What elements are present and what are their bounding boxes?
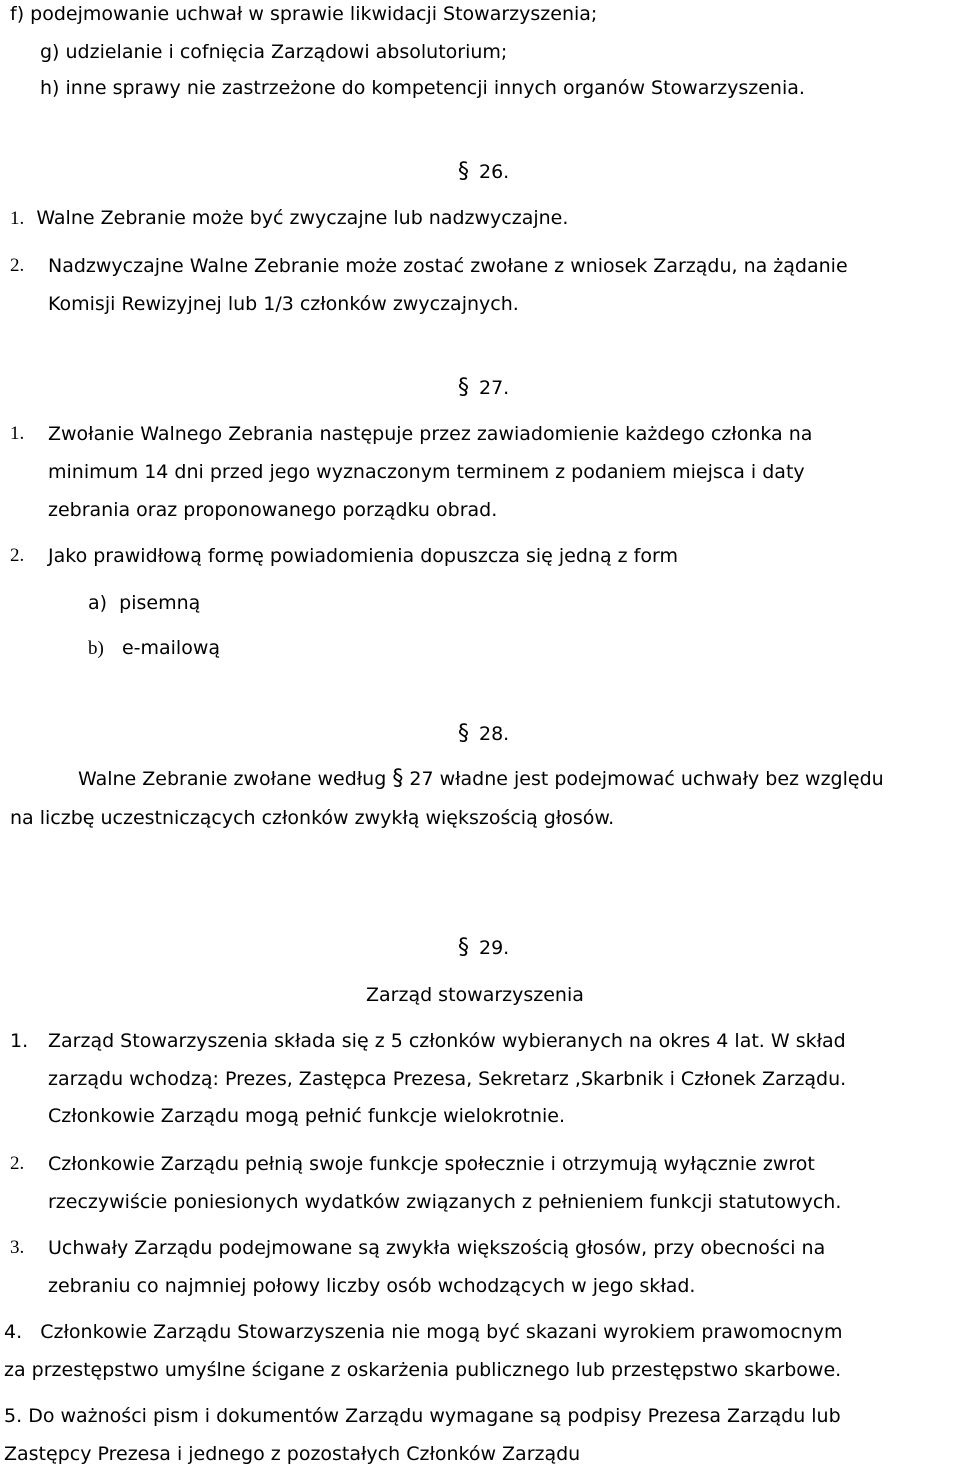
s29-item-4-line-1: 4. Członkowie Zarządu Stowarzyszenia nie mogą być skazani wyrokiem prawomocnym: [4, 1321, 843, 1343]
s27-sub-a: a) pisemną: [88, 592, 201, 614]
s26-item-2-line-2: Komisji Rewizyjnej lub 1/3 członków zwyczajnych.: [48, 293, 519, 315]
s27-item-1-num: 1.: [10, 423, 25, 444]
s29-item-4-line-2: za przestępstwo umyślne ścigane z oskarżenia publicznego lub przestępstwo skarbowe.: [4, 1359, 842, 1381]
s29-item-5-line-2: Zastępcy Prezesa i jednego z pozostałych Członków Zarządu: [4, 1443, 581, 1465]
s29-item-3-line-1: Uchwały Zarządu podejmowane są zwykła większością głosów, przy obecności na: [48, 1237, 826, 1259]
s29-item-3-num: 3.: [10, 1237, 25, 1258]
section-heading-26: § 26.: [458, 159, 510, 184]
section-title: Zarząd stowarzyszenia: [366, 984, 584, 1006]
s29-item-2-line-1: Członkowie Zarządu pełnią swoje funkcje społecznie i otrzymują wyłącznie zwrot: [48, 1153, 815, 1175]
s29-item-3-line-2: zebraniu co najmniej połowy liczby osób wchodzących w jego skład.: [48, 1275, 696, 1297]
section-heading-29: § 29.: [458, 935, 510, 960]
s26-item-2-num: 2.: [10, 255, 25, 276]
s28-line-1: Walne Zebranie zwołane według § 27 władne jest podejmować uchwały bez względu: [78, 766, 884, 791]
s29-item-1-line-1: Zarząd Stowarzyszenia składa się z 5 członków wybieranych na okres 4 lat. W skład: [48, 1030, 846, 1052]
list-item-f: f) podejmowanie uchwał w sprawie likwidacji Stowarzyszenia;: [10, 3, 598, 25]
s29-item-1-num: 1.: [10, 1030, 29, 1052]
section-heading-28: § 28.: [458, 721, 510, 746]
s26-item-2-line-1: Nadzwyczajne Walne Zebranie może zostać zwołane z wniosek Zarządu, na żądanie: [48, 255, 848, 277]
section-heading-27: § 27.: [458, 375, 510, 400]
s29-item-2-line-2: rzeczywiście poniesionych wydatków związanych z pełnieniem funkcji statutowych.: [48, 1191, 842, 1213]
s27-sub-b: b) e-mailową: [88, 637, 221, 659]
s27-item-2-num: 2.: [10, 545, 25, 566]
s29-item-1-line-3: Członkowie Zarządu mogą pełnić funkcje wielokrotnie.: [48, 1105, 566, 1127]
s29-item-5-line-1: 5. Do ważności pism i dokumentów Zarządu wymagane są podpisy Prezesa Zarządu lub: [4, 1405, 841, 1427]
s28-line-2: na liczbę uczestniczących członków zwykłą większością głosów.: [10, 807, 615, 829]
s29-item-2-num: 2.: [10, 1153, 25, 1174]
list-item-h: h) inne sprawy nie zastrzeżone do kompetencji innych organów Stowarzyszenia.: [40, 77, 805, 99]
s27-item-1-line-3: zebrania oraz proponowanego porządku obrad.: [48, 499, 498, 521]
s27-item-1-line-1: Zwołanie Walnego Zebrania następuje przez zawiadomienie każdego członka na: [48, 423, 813, 445]
s27-item-1-line-2: minimum 14 dni przed jego wyznaczonym terminem z podaniem miejsca i daty: [48, 461, 805, 483]
s29-item-1-line-2: zarządu wchodzą: Prezes, Zastępca Prezesa, Sekretarz ,Skarbnik i Członek Zarządu.: [48, 1068, 847, 1090]
list-item-g: g) udzielanie i cofnięcia Zarządowi absolutorium;: [40, 41, 508, 63]
s26-item-1: 1. Walne Zebranie może być zwyczajne lub nadzwyczajne.: [10, 207, 569, 229]
section-sign: §: [458, 159, 469, 184]
s27-item-2-line-1: Jako prawidłową formę powiadomienia dopuszcza się jedną z form: [48, 545, 678, 567]
